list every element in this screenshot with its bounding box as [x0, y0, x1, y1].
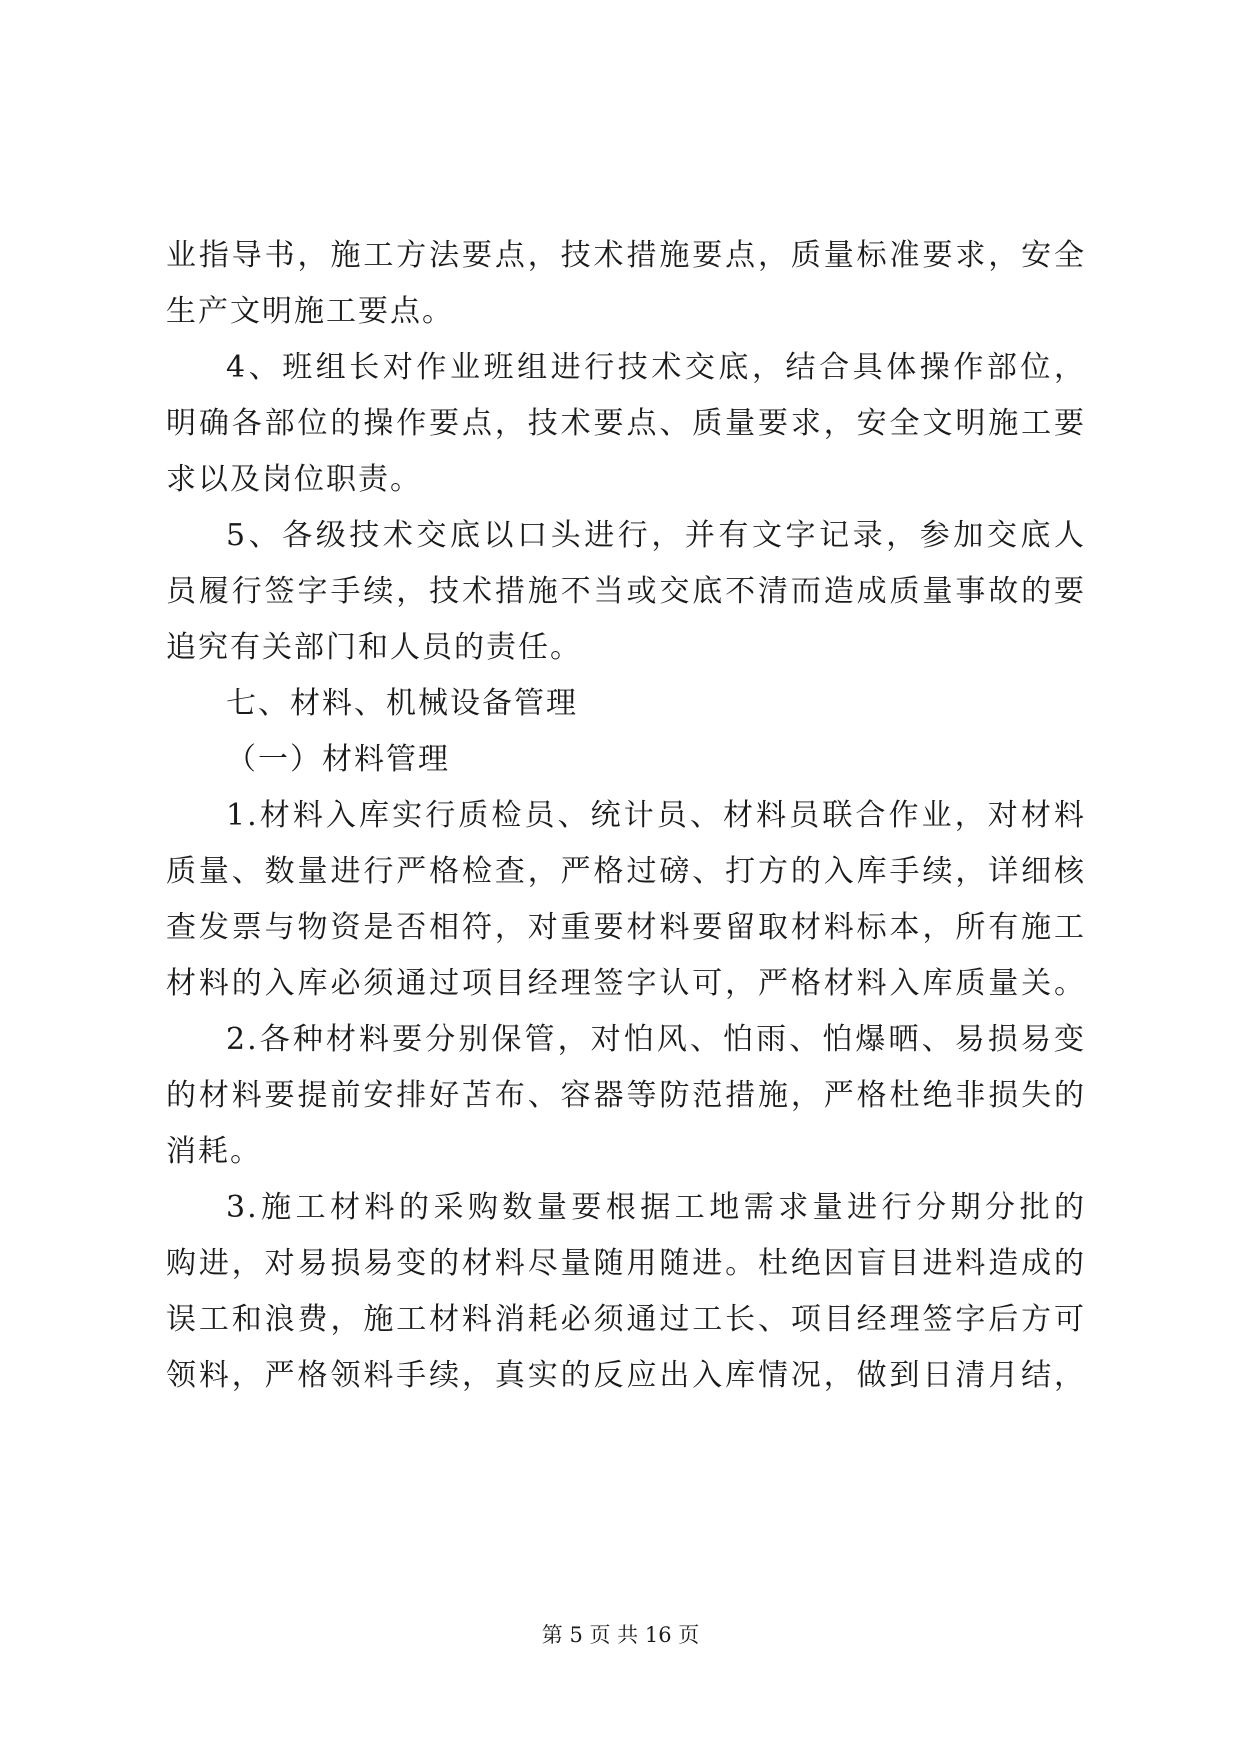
text-line: 误工和浪费，施工材料消耗必须通过工长、项目经理签字后方可 [166, 1302, 1086, 1337]
text-line: 的材料要提前安排好苫布、容器等防范措施，严格杜绝非损失的 [166, 1078, 1086, 1113]
document-body [166, 228, 1086, 1404]
text-line: 员履行签字手续，技术措施不当或交底不清而造成质量事故的要 [166, 574, 1086, 609]
text-line: 追究有关部门和人员的责任。 [166, 630, 582, 665]
text-line: 购进，对易损易变的材料尽量随用随进。杜绝因盲目进料造成的 [166, 1246, 1086, 1281]
page-number-footer: 第 5 页 共 16 页 [541, 1623, 700, 1647]
subsection-heading: （一）材料管理 [226, 742, 450, 777]
paragraph-start-line: 3.施工材料的采购数量要根据工地需求量进行分期分批的 [226, 1190, 1086, 1225]
section-heading: 七、材料、机械设备管理 [226, 686, 578, 721]
text-line: 查发票与物资是否相符，对重要材料要留取材料标本，所有施工 [166, 910, 1086, 945]
paragraph-start-line: 2.各种材料要分别保管，对怕风、怕雨、怕爆晒、易损易变 [226, 1022, 1086, 1057]
text-line: 求以及岗位职责。 [166, 462, 422, 497]
text-line: 领料，严格领料手续，真实的反应出入库情况，做到日清月结， [166, 1358, 1086, 1393]
paragraph-start-line: 1.材料入库实行质检员、统计员、材料员联合作业，对材料 [226, 798, 1086, 833]
text-line: 消耗。 [166, 1134, 262, 1169]
text-line: 质量、数量进行严格检查，严格过磅、打方的入库手续，详细核 [166, 854, 1086, 889]
text-line: 业指导书，施工方法要点，技术措施要点，质量标准要求，安全 [166, 238, 1086, 273]
text-line: 生产文明施工要点。 [166, 294, 454, 329]
paragraph-start-line: 5、各级技术交底以口头进行，并有文字记录，参加交底人 [226, 518, 1086, 553]
text-line: 材料的入库必须通过项目经理签字认可，严格材料入库质量关。 [166, 966, 1086, 1001]
text-line: 明确各部位的操作要点，技术要点、质量要求，安全文明施工要 [166, 406, 1086, 441]
paragraph-start-line: 4、班组长对作业班组进行技术交底，结合具体操作部位， [226, 350, 1086, 385]
